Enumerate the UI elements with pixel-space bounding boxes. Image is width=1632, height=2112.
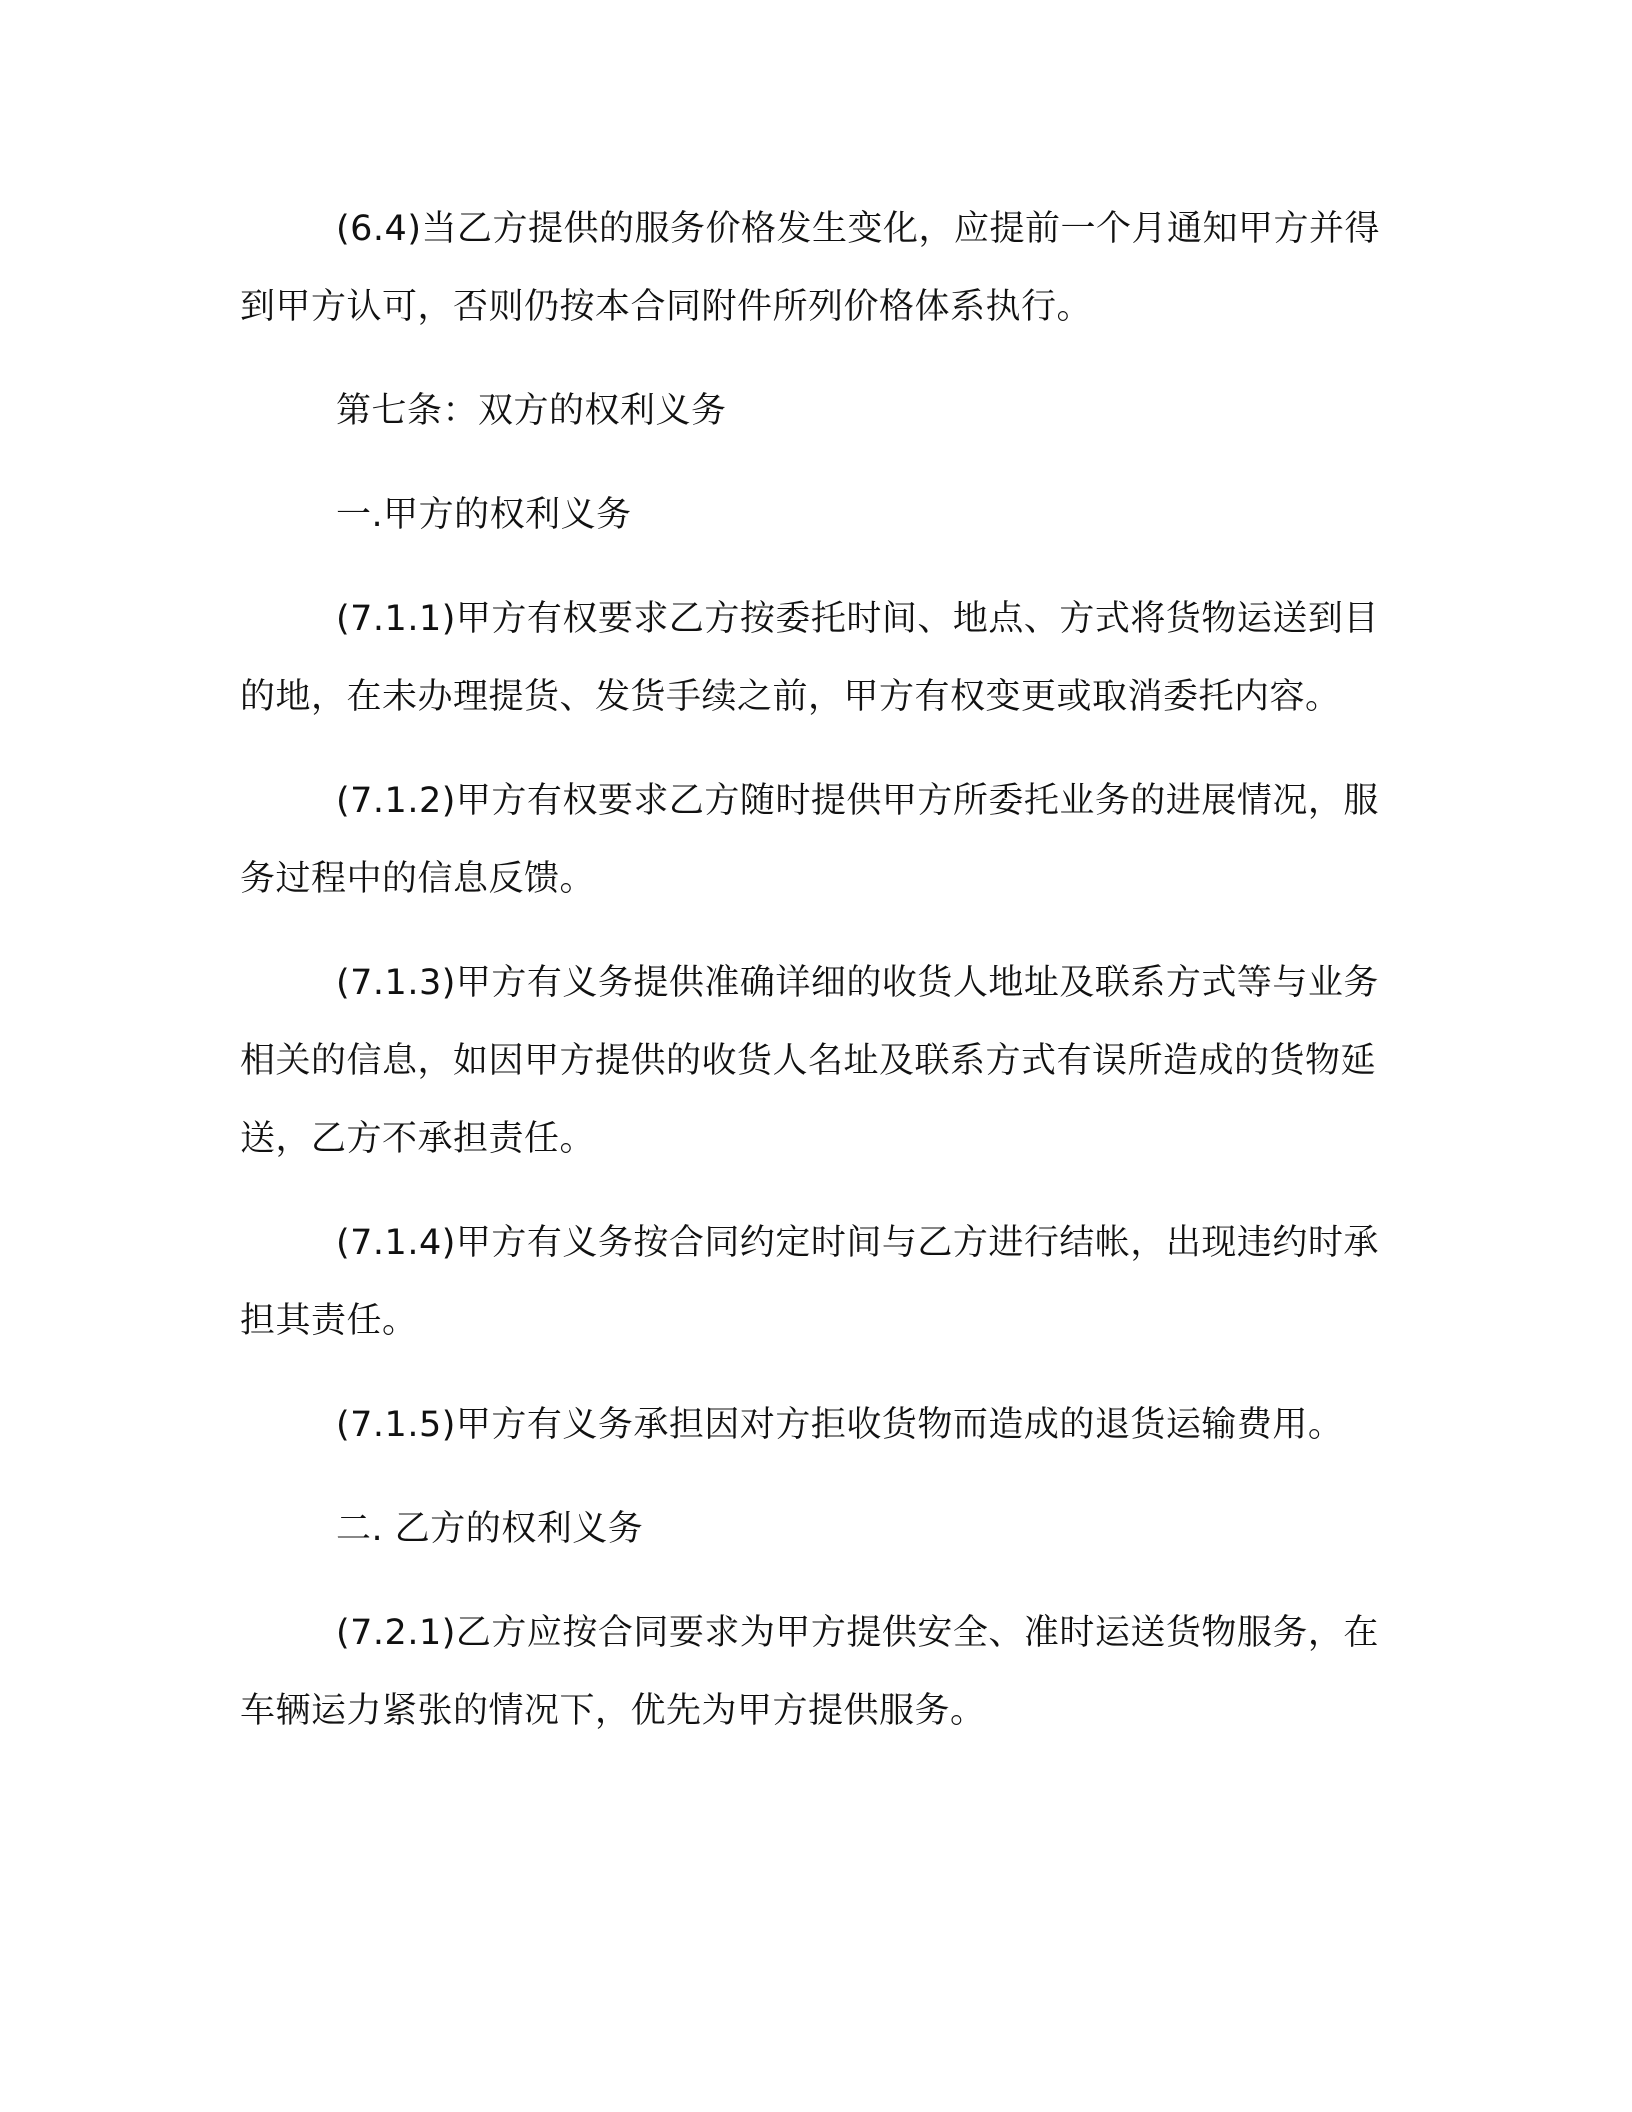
section-party-a-heading: 一.甲方的权利义务 bbox=[336, 495, 632, 535]
paragraph-7-1-4: (7.1.4)甲方有义务按合同约定时间与乙方进行结帐，出现违约时承担其责任。 bbox=[240, 1223, 1379, 1341]
paragraph-7-1-5: (7.1.5)甲方有义务承担因对方拒收货物而造成的退货运输费用。 bbox=[336, 1405, 1344, 1445]
paragraph-7-1-3: (7.1.3)甲方有义务提供准确详细的收货人地址及联系方式等与业务相关的信息，如因甲方提供的收货人名址及联系方式有误所造成的货物延送，乙方不承担责任。 bbox=[240, 963, 1379, 1159]
paragraph-7-2-1: (7.2.1)乙方应按合同要求为甲方提供安全、准时运送货物服务，在车辆运力紧张的情况下，优先为甲方提供服务。 bbox=[240, 1613, 1379, 1731]
paragraph-6-4: (6.4)当乙方提供的服务价格发生变化，应提前一个月通知甲方并得到甲方认可，否则仍按本合同附件所列价格体系执行。 bbox=[240, 209, 1380, 327]
document-body bbox=[240, 190, 1392, 1776]
paragraph-7-1-2: (7.1.2)甲方有权要求乙方随时提供甲方所委托业务的进展情况，服务过程中的信息反馈。 bbox=[240, 781, 1379, 899]
section-party-b-heading: 二. 乙方的权利义务 bbox=[336, 1509, 644, 1549]
paragraph-7-1-1: (7.1.1)甲方有权要求乙方按委托时间、地点、方式将货物运送到目的地，在未办理提货、发货手续之前，甲方有权变更或取消委托内容。 bbox=[240, 599, 1379, 717]
article-7-heading: 第七条：双方的权利义务 bbox=[336, 391, 727, 431]
